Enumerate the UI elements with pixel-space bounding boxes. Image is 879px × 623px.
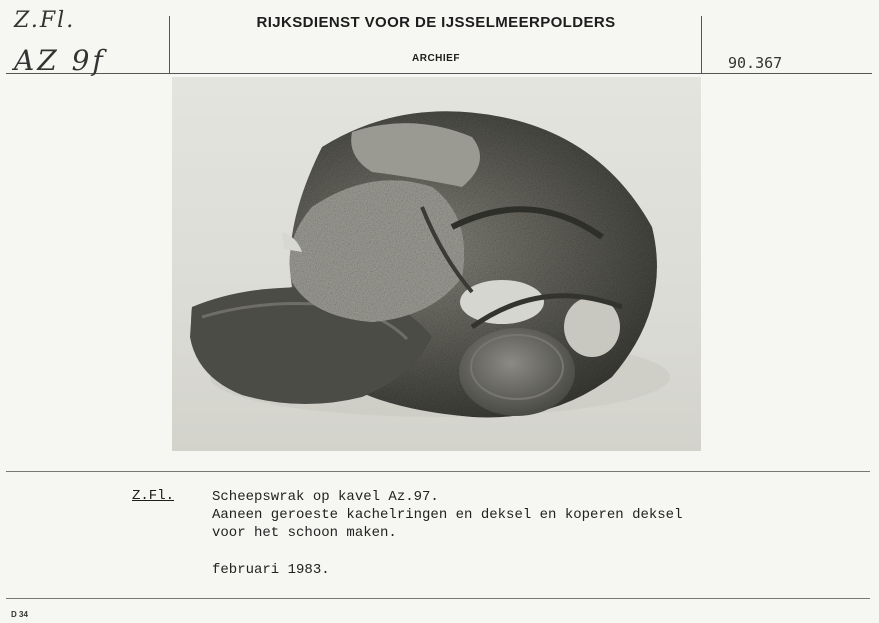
caption-line: voor het schoon maken.: [212, 525, 397, 541]
handwritten-site-note: Z.Fl.: [14, 8, 76, 33]
corroded-stove-rings-photo: [172, 77, 701, 451]
form-code: D 34: [11, 610, 28, 619]
caption-date: februari 1983.: [212, 562, 330, 578]
caption-top-rule: [6, 471, 870, 472]
caption-bottom-rule: [6, 598, 870, 599]
caption-line: Aaneen geroeste kachelringen en deksel en koperen deksel: [212, 507, 683, 523]
photo-number: 90.367: [728, 54, 783, 72]
agency-title: RIJKSDIENST VOOR DE IJSSELMEERPOLDERS: [256, 14, 616, 31]
caption-description: [212, 488, 682, 542]
header-rule: [6, 73, 872, 74]
handwritten-code-note: AZ 9f: [14, 44, 106, 77]
caption-line: Scheepswrak op kavel Az.97.: [212, 489, 439, 505]
archive-photo: [172, 77, 701, 451]
caption-site-label: Z.Fl.: [132, 488, 175, 504]
department-label: ARCHIEF: [412, 53, 460, 64]
